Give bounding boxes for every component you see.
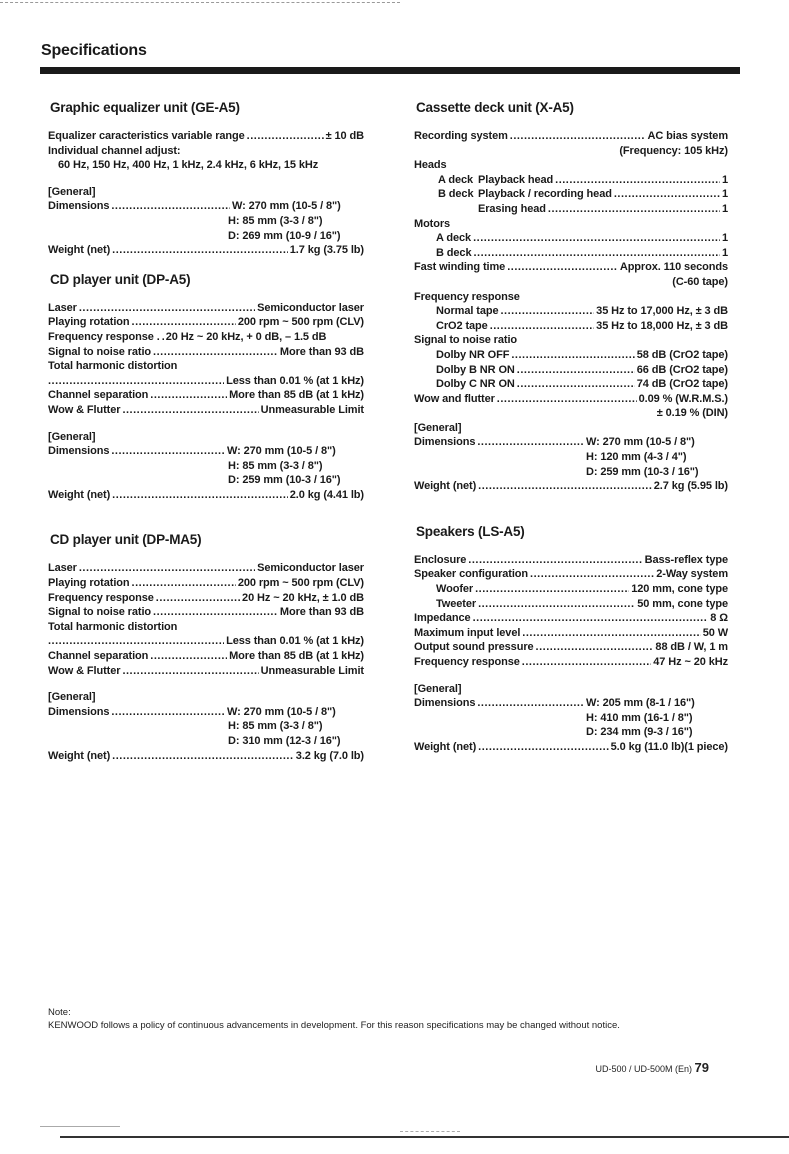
ge-weight: Weight (net) ..... 1.7 kg (3.75 lb) <box>48 243 364 258</box>
spk-frequency: Frequency response ..... 47 Hz ~ 20 kHz <box>414 655 728 670</box>
cass-nr-c: Dolby C NR ON ..... 74 dB (CrO2 tape) <box>414 377 728 392</box>
spk-dim-d: D: 234 mm (9-3 / 16") <box>586 726 693 739</box>
cass-wow: Wow and flutter ..... 0.09 % (W.R.M.S.) <box>414 392 728 407</box>
cass-fast-winding: Fast winding time ..... Approx. 110 seconds <box>414 260 728 275</box>
cd1-rotation: Playing rotation ..... 200 rpm ~ 500 rpm (CLV) <box>48 315 364 330</box>
cass-dim-h: H: 120 mm (4-3 / 4") <box>586 451 687 464</box>
cd1-dim-h: H: 85 mm (3-3 / 8") <box>228 459 323 472</box>
cd2-wow: Wow & Flutter ..... Unmeasurable Limit <box>48 664 364 679</box>
cd1-wow: Wow & Flutter ..... Unmeasurable Limit <box>48 403 364 418</box>
spk-output-pressure: Output sound pressure ..... 88 dB / W, 1 m <box>414 640 728 655</box>
cd1-thd-label: Total harmonic distortion <box>48 360 178 373</box>
cd2-dim-d: D: 310 mm (12-3 / 16") <box>228 735 341 747</box>
ge-general: [General] <box>48 185 96 198</box>
cd2-rotation: Playing rotation ..... 200 rpm ~ 500 rpm (CLV) <box>48 576 364 591</box>
speakers-section <box>414 524 728 755</box>
cass-motors-label: Motors <box>414 217 451 230</box>
cass-head-b: B deck Playback / recording head ..... 1 <box>414 187 728 202</box>
ge-title: Graphic equalizer unit (GE-A5) <box>50 100 240 115</box>
cass-motor-a: A deck ..... 1 <box>414 231 728 246</box>
cass-weight: Weight (net) ..... 2.7 kg (5.95 lb) <box>414 479 728 494</box>
spk-general: [General] <box>414 682 462 695</box>
speakers-title: Speakers (LS-A5) <box>416 523 525 539</box>
cassette-section <box>414 100 728 494</box>
cd1-dim-d: D: 259 mm (10-3 / 16") <box>228 474 341 487</box>
cass-nr-b: Dolby B NR ON ..... 66 dB (CrO2 tape) <box>414 363 728 378</box>
cd2-dim-h: H: 85 mm (3-3 / 8") <box>228 720 323 733</box>
cd2-dimensions: Dimensions ..... W: 270 mm (10-5 / 8") <box>48 705 364 720</box>
ge-channel-bands: 60 Hz, 150 Hz, 400 Hz, 1 kHz, 2.4 kHz, 6 kHz, 15 kHz <box>58 159 319 172</box>
note-text: KENWOOD follows a policy of continuous advancements in development. For this reason specifications may be changed without notice. <box>48 1020 620 1031</box>
cd1-thd: ..... Less than 0.01 % (at 1 kHz) <box>48 374 364 389</box>
spk-impedance: Impedance ..... 8 Ω <box>414 611 728 626</box>
cd1-dimensions: Dimensions ..... W: 270 mm (10-5 / 8") <box>48 444 364 459</box>
cass-head-erase: Erasing head ..... 1 <box>414 202 728 217</box>
spk-enclosure: Enclosure ..... Bass-reflex type <box>414 553 728 568</box>
cd1-general: [General] <box>48 430 96 443</box>
page-title: Specifications <box>41 42 147 59</box>
top-dashed-edge <box>0 2 400 3</box>
cd2-weight: Weight (net) ..... 3.2 kg (7.0 lb) <box>48 749 364 764</box>
spk-woofer: Woofer ..... 120 mm, cone type <box>414 582 728 597</box>
bottom-faint-dash <box>400 1131 460 1132</box>
cd1-frequency: Frequency response . ..... 20 Hz ~ 20 kHz, + 0 dB, – 1.5 dB <box>48 330 364 345</box>
cass-fast-tape: (C-60 tape) <box>672 275 728 288</box>
cass-freq-normal: Normal tape ..... 35 Hz to 17,000 Hz, ± 3 dB <box>414 304 728 319</box>
spk-weight: Weight (net) ..... 5.0 kg (11.0 lb)(1 piece) <box>414 740 728 755</box>
spk-tweeter: Tweeter ..... 50 mm, cone type <box>414 597 728 612</box>
bottom-faint-rule <box>40 1126 120 1127</box>
cass-general: [General] <box>414 421 462 434</box>
spk-dim-h: H: 410 mm (16-1 / 8") <box>586 711 693 724</box>
cass-head-a: A deck Playback head ..... 1 <box>414 173 728 188</box>
cass-wow-din: ± 0.19 % (DIN) <box>656 407 728 420</box>
title-rule <box>40 67 740 74</box>
cass-nr-off: Dolby NR OFF ..... 58 dB (CrO2 tape) <box>414 348 728 363</box>
cass-heads-label: Heads <box>414 159 447 172</box>
note-block <box>48 1006 620 1032</box>
footer-model: UD-500 / UD-500M (En) <box>595 1064 693 1074</box>
cass-freq-label: Frequency response <box>414 290 520 303</box>
cd2-section <box>48 532 364 763</box>
cass-freq-cro2: CrO2 tape ..... 35 Hz to 18,000 Hz, ± 3 dB <box>414 319 728 334</box>
ge-dim-d: D: 269 mm (10-9 / 16") <box>228 229 341 242</box>
cd2-separation: Channel separation ..... More than 85 dB (at 1 kHz) <box>48 649 364 664</box>
cd2-thd: ..... Less than 0.01 % (at 1 kHz) <box>48 634 364 649</box>
cd1-separation: Channel separation ..... More than 85 dB (at 1 kHz) <box>48 388 364 403</box>
cass-recording-freq: (Frequency: 105 kHz) <box>619 144 728 157</box>
cd1-weight: Weight (net) ..... 2.0 kg (4.41 lb) <box>48 488 364 503</box>
cass-snr-label: Signal to noise ratio <box>414 334 518 347</box>
cd2-laser: Laser ..... Semiconductor laser <box>48 561 364 576</box>
left-column <box>48 92 364 763</box>
ge-section <box>48 100 364 258</box>
cd2-title: CD player unit (DP-MA5) <box>50 532 202 548</box>
cass-dim-d: D: 259 mm (10-3 / 16") <box>586 465 699 478</box>
cass-motor-b: B deck ..... 1 <box>414 246 728 261</box>
ge-dim-h: H: 85 mm (3-3 / 8") <box>228 214 323 227</box>
cd1-title: CD player unit (DP-A5) <box>50 271 191 287</box>
cd2-thd-label: Total harmonic distortion <box>48 620 178 633</box>
spk-configuration: Speaker configuration ..... 2-Way system <box>414 567 728 582</box>
ge-dimensions: Dimensions ..... W: 270 mm (10-5 / 8") <box>48 199 364 214</box>
page-number: 79 <box>694 1060 709 1075</box>
cd2-snr: Signal to noise ratio ..... More than 93 dB <box>48 605 364 620</box>
cd2-frequency: Frequency response ..... 20 Hz ~ 20 kHz, ± 1.0 dB <box>48 591 364 606</box>
spk-dimensions: Dimensions ..... W: 205 mm (8-1 / 16") <box>414 696 728 711</box>
right-column <box>414 92 728 755</box>
note-label: Note: <box>48 1007 71 1018</box>
cd2-general: [General] <box>48 691 96 704</box>
ge-channel-label: Individual channel adjust: <box>48 144 181 157</box>
cd1-snr: Signal to noise ratio ..... More than 93 dB <box>48 345 364 360</box>
spk-max-input: Maximum input level ..... 50 W <box>414 626 728 641</box>
ge-eq-range: Equalizer caracteristics variable range ..... ± 10 dB <box>48 129 364 144</box>
cass-dimensions: Dimensions ..... W: 270 mm (10-5 / 8") <box>414 435 728 450</box>
cd1-laser: Laser ..... Semiconductor laser <box>48 301 364 316</box>
cass-recording: Recording system ..... AC bias system <box>414 129 728 144</box>
cd1-section <box>48 272 364 503</box>
page-footer <box>595 1060 709 1075</box>
cassette-title: Cassette deck unit (X-A5) <box>416 100 574 115</box>
bottom-rule <box>60 1136 789 1138</box>
